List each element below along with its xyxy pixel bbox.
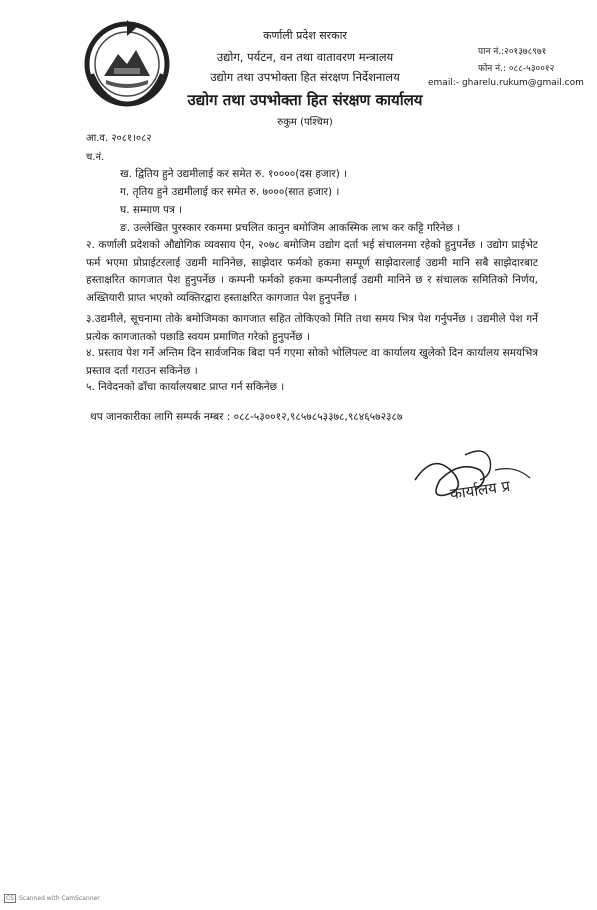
directorate-name: उद्योग तथा उपभोक्ता हित संरक्षण निर्देशनालय [210, 70, 400, 84]
govt-name: कर्णाली प्रदेश सरकार [263, 29, 347, 42]
fiscal-year: आ.व. २०८१।०८२ [86, 133, 152, 144]
camscanner-text: Scanned with CamScanner [19, 895, 100, 902]
list-item: ख. द्वितिय हुने उद्यमीलाई कर समेत रु. १००००(दस हजार) । [120, 168, 348, 180]
footer-contact: थप जानकारीका लागि सम्पर्क नम्बर : ०८८-५३००१२,९८५७८५३३७८,९८४६५७२३८७ [90, 411, 403, 423]
paragraph-4: ४. प्रस्ताव पेश गर्ने अन्तिम दिन सार्वजनिक बिदा पर्न गएमा सोको भोलिपल्ट वा कार्यालय खुलेको दिन कार्यालय समयभित्र प्रस्ताव दर्ता गराउन सकिनेछ । [86, 347, 538, 377]
ministry-name: उद्योग, पर्यटन, वन तथा वातावरण मन्त्रालय [216, 50, 394, 64]
list-item: ग. तृतिय हुने उद्यमीलाई कर समेत रु. ७०००(सात हजार) । [120, 186, 340, 198]
paragraph-5: ५. निवेदनको ढाँचा कार्यालयबाट प्राप्त गर्न सकिनेछ । [86, 381, 285, 393]
cha-number: च.नं. [86, 152, 105, 163]
paragraph-2: २. कर्णाली प्रदेशको औद्योगिक व्यवसाय ऐन, २०७८ बमोजिम उद्योग दर्ता भई संचालनमा रहेको हुनुपर्नेछ । उद्योग प्राईभेट फर्म भएमा प्रोप्राईटरलाई उद्यमी मानिनेछ, साझेदार फर्मको हकमा सम्पूर्ण साझेदारलाई उद्यमी मानि सबै साझेदारबाट हस्ताक्षरित कागजात पेश हुनुपर्नेछ । कम्पनी फर्मको हकमा कम्पनीलाई उद्यमी मानिने छ र संचालक समितिको निर्णय, अख्तियारी प्राप्त भएको व्यक्तिरद्वारा हस्ताक्षरित कागजात पेश हुनुपर्नेछ । [86, 239, 538, 304]
nepal-emblem-icon [84, 14, 170, 108]
office-name: उद्योग तथा उपभोक्ता हित संरक्षण कार्यालय [187, 91, 423, 109]
office-location: रुकुम (पश्चिम) [277, 117, 333, 128]
office-stamp: कार्यालय प्र [449, 476, 512, 504]
phone-number: फोन नं.: ०८८-५३००१२ [478, 64, 555, 74]
email-address: email:- gharelu.rukum@gmail.com [428, 78, 584, 88]
list-item: घ. सम्माण पत्र । [120, 204, 183, 216]
scanner-watermark [4, 894, 100, 903]
pan-number: पान नं.:२०१३७८९७१ [478, 47, 547, 57]
list-item: ङ. उल्लेखित पुरस्कार रकममा प्रचलित कानुन बमोजिम आकस्मिक लाभ कर कट्टि गरिनेछ । [120, 222, 461, 234]
camscanner-badge: CS [6, 895, 14, 902]
paragraph-3: ३.उद्यमीले, सूचनामा तोके बमोजिमका कागजात सहित तोकिएको मिति तथा समय भित्र पेश गर्नुपर्नेछ । उद्यमीले पेश गर्ने प्रत्येक कागजातको पछाडि स्वयम प्रमाणित गरेको हुनुपर्नेछ । [86, 313, 538, 343]
